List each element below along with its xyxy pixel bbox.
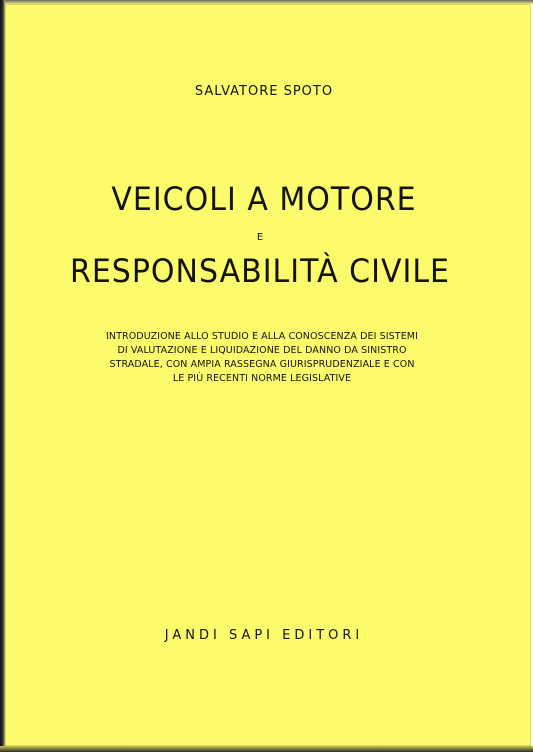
subtitle-line: INTRODUZIONE ALLO STUDIO E ALLA CONOSCENZA DEI SISTEMI [106,331,418,342]
scan-edge-left [0,0,5,752]
author-name: SALVATORE SPOTO [194,84,334,99]
subtitle-line: LE PIÙ RECENTI NORME LEGISLATIVE [172,373,352,384]
subtitle-line: DI VALUTAZIONE E LIQUIDAZIONE DEL DANNO DA SINISTRO [117,345,407,356]
title-line-1: VEICOLI A MOTORE [111,180,417,219]
publisher-name: JANDI SAPI EDITORI [164,628,364,643]
title-line-2: RESPONSABILITÀ CIVILE [70,252,450,291]
subtitle-line: STRADALE, CON AMPIA RASSEGNA GIURISPRUDENZIALE E CON [109,359,415,370]
title-conjunction: E [256,232,264,243]
scan-edge-bottom [0,746,533,752]
subtitle [0,330,525,386]
book-cover [5,4,531,746]
